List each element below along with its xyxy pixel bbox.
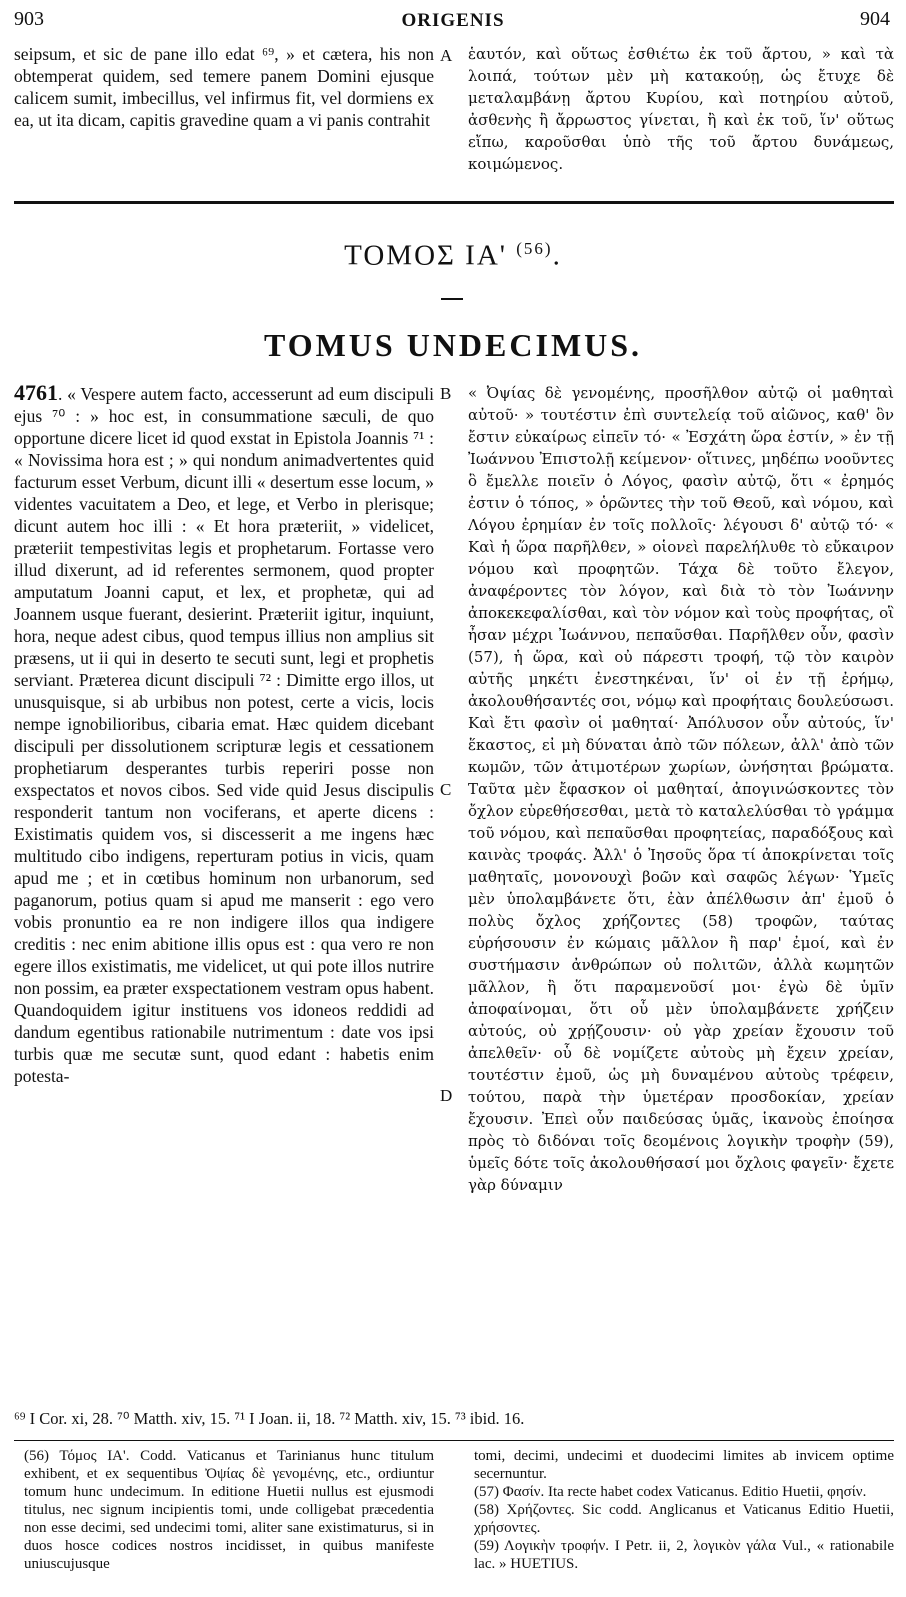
footnote-divider (14, 1440, 894, 1441)
top-greek-column: ἑαυτόν, καὶ οὕτως ἐσθιέτω ἐκ τοῦ ἄρτου, » καὶ τὰ λοιπά, τούτων μὲν μὴ κατακούῃ, ὡς ἔτυχε δὲ μεταλαμβάνῃ ἄρτου Κυρίου, καὶ ποτηρίου αὐτοῦ, ἀσθενὴς ἢ ἄρρωστος γίνεται, ἢ καὶ ἐκ τοῦ, ἵν' οὕτως εἴπω, καροῦσθαι ὑπὸ τῆς τοῦ ἄρτου δυνάμεως, κοιμώμενος. (468, 45, 894, 173)
greek-tome-title (0, 239, 906, 273)
column-number: 4761 (14, 380, 58, 405)
latin-body-column (14, 382, 434, 1087)
scripture-references: ⁶⁹ I Cor. xi, 28. ⁷⁰ Matth. xiv, 15. ⁷¹ I Joan. ii, 18. ⁷² Matth. xiv, 15. ⁷³ ibid. 16. (14, 1409, 525, 1428)
running-title: ORIGENIS (401, 10, 505, 31)
title-dash (441, 298, 463, 300)
margin-marker-a: A (440, 46, 453, 65)
footnote-57: (57) Φασίν. Ita recte habet codex Vaticanus. Editio Huetii, φησίν. (474, 1484, 867, 1500)
page-number-right: 904 (860, 8, 890, 30)
greek-title-period: . (552, 239, 562, 272)
footnotes-right (474, 1447, 894, 1573)
footnote-56: (56) Τόμος ΙΑ'. Codd. Vaticanus et Tarinianus hunc titulum exhibent, et ex sequentibus Ὀψίας δὲ γενομένης, etc., ordiuntur tomum hunc undecimum. In editione Huetii nullus est ejusmodi titulus, nec signum incipientis tomi, unde colligebat præcedentia non esse decimi, sed undecimi tomi, aliter sane existimaturus, si in duos hosce codices nostros incidisset, in quibus manifeste uniuscujusque (24, 1448, 434, 1572)
footnotes-left (24, 1447, 434, 1573)
footnote-59: (59) Λογικὴν τροφήν. I Petr. ii, 2, λογικὸν γάλα Vul., « rationabile lac. » HUETIUS. (474, 1538, 894, 1572)
margin-marker-b: B (440, 384, 452, 403)
page-header (0, 4, 906, 38)
greek-title-note-ref: (56) (516, 239, 553, 258)
top-latin-column: seipsum, et sic de pane illo edat ⁶⁹, » et cætera, his non obtemperat quidem, sed temere panem Domini ejusque calicem sumit, imbecillus, vel infirmus fit, vel dormiens ex ea, ut ita dicam, capitis gravedine quam a vi panis contrahit (14, 44, 434, 130)
section-divider (14, 201, 894, 204)
page-number-left: 903 (14, 8, 44, 30)
margin-marker-d: D (440, 1086, 453, 1105)
latin-tome-title: TOMUS UNDECIMUS. (263, 327, 643, 363)
footnote-58: (58) Χρήζοντες. Sic codd. Anglicanus et Vaticanus Editio Huetii, χρήσοντες. (474, 1502, 894, 1536)
margin-marker-c: C (440, 780, 452, 799)
footnote-56-continued: tomi, decimi, undecimi et duodecimi limites ab invicem optime secernuntur. (474, 1448, 894, 1482)
greek-title-text: ΤΟΜΟΣ ΙΑ' (344, 239, 507, 272)
latin-body-text: . « Vespere autem facto, accesserunt ad eum discipuli ejus ⁷⁰ : » hoc est, in consummatione sæculi, de quo opportune dicere licet id quod exstat in Epistola Joannis ⁷¹ : « Novissima hora est ; » qui nondum animadvertentes quid facturum esset Verbum, dicunt illi « desertum esse locum, » videntes vacuitatem a Deo, et lege, et Verbo in plerisque; dicunt autem hoc illi : « Et hora præteriit, » videlicet, præteriit tempestivitas legis et prophetarum. Fortasse vero illud dixerunt, ad id referentes sermonem, quod propter amputatum Joanni caput, et lex, et prophetæ, qui ad Joannem usque fuerant, desierint. Præteriit igitur, inquiunt, hora, neque adest cibus, quod tempus illius non amplius sit præsens, ut ii qui in deserto te secuti sunt, legi et prophetis serviant. Præterea dicunt discipuli ⁷² : Dimitte ergo illos, ut unusquisque, si ab urbibus non potest, certe a vicis, locis nempe ignobilioribus, cibaria emat. Hæc quidem dicebant discipuli per dissolutionem scripturæ legis et cessationem prophetiarum desperantes turbis reperiri posse non exspectatos et novos cibos. Sed vide quid Jesus discipulis responderit tantum non vociferans, et aperte dicens : Existimatis quidem vos, si discesserit a me ingens hæc multitudo cibo indigens, reperturam potius in vicis, quam apud me ; et in cœtibus hominum non urbanorum, sed paganorum, potius quam si apud me manserit : ego vero vobis pronuntio ea re non indigere illos qua indigere creditis : nec enim abitione illis opus est : qua vero re non egere illos existimatis, me videlicet, ut qui pote illos nutrire non possim, ea præter exspectationem vestram opus habent. Quandoquidem igitur instituens vos idoneos reddidi ad dandum egentibus rationabile nutrimentum : date vos ipsi turbis quæ me secutæ sunt, quod edant : habetis enim potesta- (14, 384, 434, 1086)
greek-body-column: « Ὀψίας δὲ γενομένης, προσῆλθον αὐτῷ οἱ μαθηταὶ αὐτοῦ· » τουτέστιν ἐπὶ συντελείᾳ τοῦ αἰῶνος, καθ' ὃν ἔστιν εὐκαίρως εἰπεῖν τό· « Ἐσχάτη ὥρα ἐστίν, » ἐν τῇ Ἰωάννου Ἐπιστολῇ κείμενον· οἵτινες, μηδέπω νοοῦντες ὃ ἔμελλε ποιεῖν ὁ Λόγος, φασὶν αὐτῷ, ὅτι « ἐρημός ἐστιν ὁ τόπος, » ὁρῶντες τὴν τοῦ Θεοῦ, καὶ νόμου, καὶ Λόγου ἐρημίαν ἐν τοῖς πολλοῖς· λέγουσι δ' αὐτῷ τό· « Καὶ ἡ ὥρα παρῆλθεν, » οἱονεὶ παρελήλυθε τὸ εὔκαιρον νόμου καὶ προφητῶν. Τάχα δὲ τοῦτο ἔλεγον, ἀναφέροντες τὸν λόγον, καὶ διὰ τὸ τὸν Ἰωάννην ἀποκεκεφαλίσθαι, καὶ τὸν νόμον καὶ τοὺς προφήτας, οἳ ἦσαν μέχρι Ἰωάννου, πεπαῦσθαι. Παρῆλθεν οὖν, φασὶν (57), ἡ ὥρα, καὶ οὐ πάρεστι τροφή, τῷ τὸν καιρὸν αὐτῆς μηκέτι ἐνεστηκέναι, ἵν' οἱ ἐν τῇ ἐρήμῳ, ἀκολουθήσαντές σοι, νόμῳ καὶ προφήταις δουλεύσωσι. Καὶ ἔτι φασὶν οἱ μαθηταί· Ἀπόλυσον οὖν αὐτούς, ἵν' ἕκαστος, εἰ μὴ δύναται ἀπὸ τῶν πόλεων, ἀλλ' ἀπὸ τῶν κωμῶν, τῶν ἀτιμοτέρων χωρίων, ὠνήσηται βρώματα. Ταῦτα μὲν ἔφασκον οἱ μαθηταί, ἀπογινώσκοντες τὸν ὄχλον εὑρεθήσεσθαι, μετὰ τὸ καταλελύσθαι τὸ γράμμα τοῦ νόμου, καὶ πεπαῦσθαι προφητείας, παραδόξους καὶ καινὰς τροφάς. Ἀλλ' ὁ Ἰησοῦς ὅρα τί ἀποκρίνεται τοῖς μαθηταῖς, μονονουχὶ βοῶν καὶ σαφῶς λέγων· Ὑμεῖς μὲν ὑπολαμβάνετε ὅτι, ἐὰν ἀπέλθωσιν ἀπ' ἐμοῦ ὁ πολὺς ὄχλος χρήζοντες (58) τροφῶν, ταύτας εὑρήσουσιν ἐν κώμαις μᾶλλον ἢ παρ' ἐμοί, καὶ ἐν συστήμασιν ἀνθρώπων οὐ πολιτῶν, ἀλλὰ κωμητῶν μᾶλλον, ἢ ὅτι παραμενοῦσί μοι· ἐγὼ δὲ ὑμῖν ἀποφαίνομαι, ὅτι οὗ μὲν ὑπολαμβάνετε χρήζειν αὐτούς, οὐ χρῄζουσιν· οὐ γὰρ χρείαν ἔχουσιν τοῦ ἀπελθεῖν· οὗ δὲ νομίζετε αὐτοὺς μὴ ἔχειν χρείαν, τουτέστιν ἐμοῦ, ὡς μὴ δυναμένου αὐτοὺς τρέφειν, τούτου, παρὰ τὴν ὑμετέραν προσδοκίαν, χρείαν ἔχουσιν. Ἐπεὶ οὖν παιδεύσας ὑμᾶς, ἱκανοὺς ἐποίησα πρὸς τὸ διδόναι τοῖς δεομένοις λογικὴν τροφὴν (59), ὑμεῖς δότε τοῖς ἀκολουθήσασί μοι ὄχλοις φαγεῖν· ἔχετε γὰρ δύναμιν (468, 384, 894, 1194)
